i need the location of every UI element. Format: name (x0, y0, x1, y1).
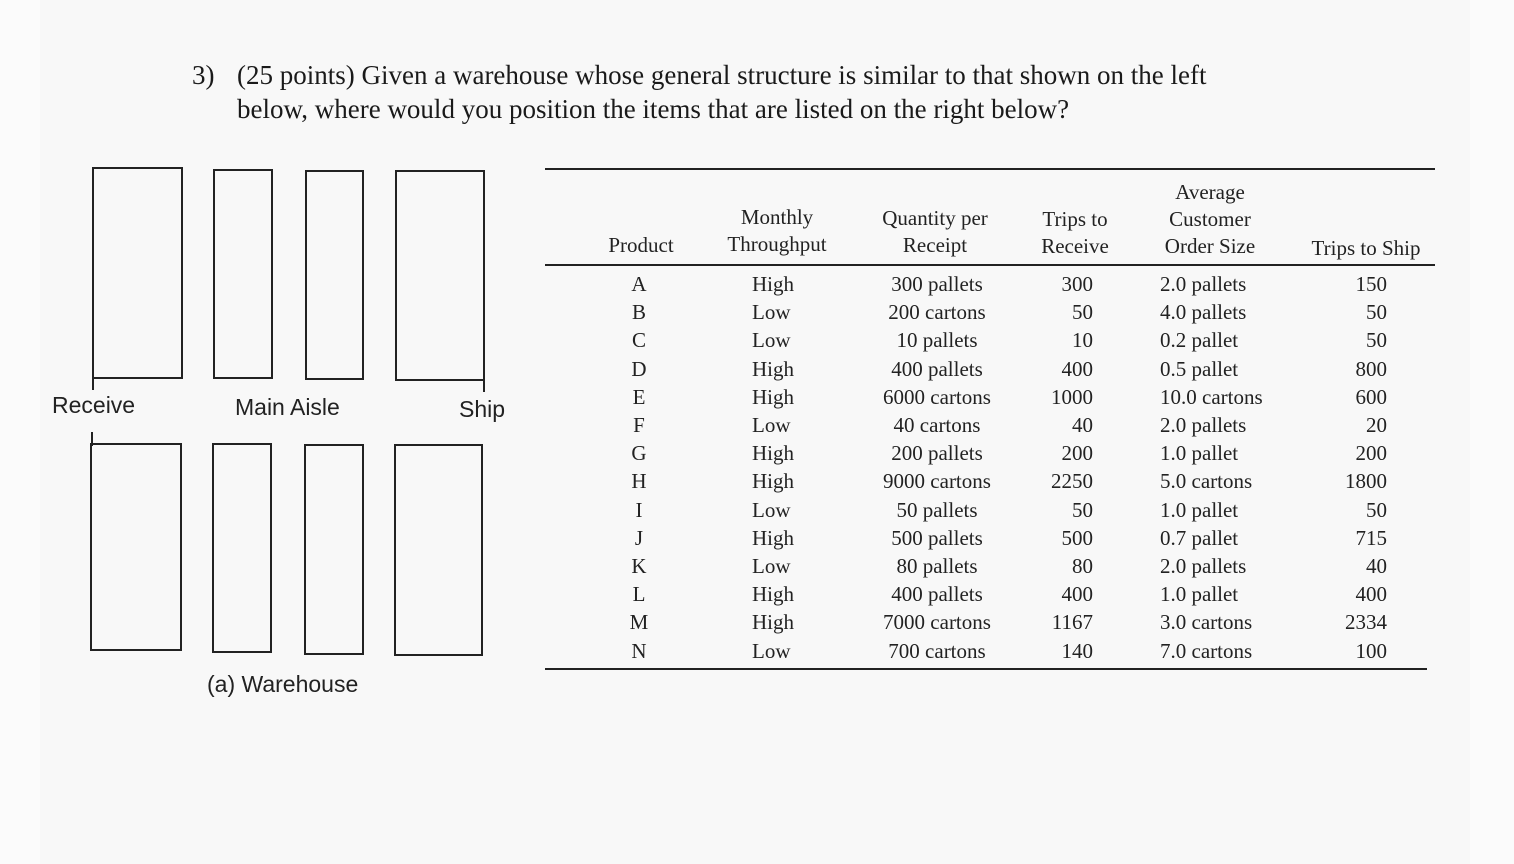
cell-recv: 1167 (1051, 610, 1093, 635)
cell-product: F (633, 413, 645, 437)
cell-recv: 1000 (1051, 384, 1093, 409)
cell-ship: 800 (1355, 356, 1387, 381)
diagram-caption: (a) Warehouse (207, 671, 359, 697)
cell-throughput: High (752, 469, 794, 494)
header-quantity-per-receipt: Quantity per Receipt (882, 206, 988, 257)
rack-bottom-3 (304, 444, 364, 655)
cell-throughput: Low (752, 328, 791, 353)
cell-recv: 200 (1061, 441, 1093, 466)
cell-order: 0.7 pallet (1160, 525, 1239, 550)
question-line-1: (25 points) Given a warehouse whose general structure is similar to that shown on the left (237, 60, 1207, 90)
cell-qty: 9000 cartons (883, 469, 991, 494)
cell-order: 1.0 pallet (1160, 441, 1239, 466)
cell-throughput: Low (752, 554, 791, 578)
rack-bottom-4 (394, 444, 483, 656)
cell-order: 2.0 pallets (1160, 554, 1247, 578)
question-number: 3) (192, 60, 215, 90)
cell-product: K (631, 554, 647, 578)
cell-throughput: High (752, 356, 794, 381)
cell-order: 1.0 pallet (1160, 582, 1239, 607)
cell-ship: 20 (1366, 413, 1387, 437)
cell-product: C (631, 328, 646, 353)
cell-throughput: High (752, 384, 794, 409)
header-trips-to-receive: Trips to Receive (1041, 207, 1109, 258)
ship-door-mark (483, 378, 485, 392)
rack-bottom-2 (212, 443, 272, 653)
cell-recv: 400 (1061, 356, 1093, 381)
cell-recv: 50 (1072, 300, 1093, 325)
cell-qty: 400 pallets (891, 582, 983, 607)
cell-throughput: Low (752, 497, 791, 522)
cell-throughput: High (752, 582, 794, 607)
cell-recv: 140 (1061, 638, 1093, 663)
ship-label: Ship (459, 396, 506, 422)
receive-label: Receive (52, 392, 136, 418)
receive-door-mark-lower (91, 432, 93, 446)
cell-product: G (631, 441, 647, 466)
cell-recv: 500 (1061, 525, 1093, 550)
cell-throughput: High (752, 525, 794, 550)
cell-ship: 50 (1366, 328, 1387, 353)
cell-ship: 50 (1366, 497, 1387, 522)
cell-order: 2.0 pallets (1160, 272, 1247, 296)
cell-product: B (631, 300, 646, 325)
header-product: Product (608, 233, 674, 257)
cell-ship: 600 (1355, 384, 1387, 409)
cell-throughput: Low (752, 413, 791, 437)
cell-qty: 7000 cartons (883, 610, 991, 635)
cell-product: N (631, 638, 647, 663)
cell-ship: 200 (1355, 441, 1387, 466)
cell-product: L (632, 582, 646, 607)
cell-product: I (635, 497, 643, 522)
cell-qty: 40 cartons (893, 413, 981, 437)
header-average-order-size: Average Customer Order Size (1164, 180, 1256, 258)
question-line-2: below, where would you position the items that are listed on the right below? (237, 94, 1070, 124)
cell-throughput: High (752, 610, 794, 635)
header-trips-to-ship: Trips to Ship (1311, 236, 1421, 260)
cell-recv: 400 (1061, 582, 1093, 607)
receive-door-mark (92, 376, 94, 390)
cell-recv: 300 (1061, 272, 1093, 296)
cell-product: D (631, 356, 647, 381)
cell-recv: 50 (1072, 497, 1093, 522)
question-text (237, 58, 1287, 126)
rack-top-4 (395, 170, 485, 381)
rack-top-3 (305, 170, 364, 380)
cell-order: 7.0 cartons (1160, 638, 1253, 663)
cell-order: 0.2 pallet (1160, 328, 1239, 353)
cell-order: 0.5 pallet (1160, 356, 1239, 381)
cell-throughput: Low (752, 638, 791, 663)
cell-qty: 6000 cartons (883, 384, 991, 409)
cell-qty: 500 pallets (891, 525, 983, 550)
cell-throughput: High (752, 441, 794, 466)
cell-order: 3.0 cartons (1160, 610, 1253, 635)
cell-ship: 100 (1355, 638, 1387, 663)
cell-qty: 300 pallets (891, 272, 983, 296)
cell-order: 2.0 pallets (1160, 413, 1247, 437)
table-top-rule (545, 168, 1435, 170)
cell-qty: 80 pallets (896, 554, 978, 578)
cell-order: 1.0 pallet (1160, 497, 1239, 522)
cell-recv: 10 (1072, 328, 1093, 353)
cell-ship: 40 (1366, 554, 1387, 578)
cell-recv: 80 (1072, 554, 1093, 578)
cell-product: J (634, 525, 644, 550)
cell-ship: 715 (1355, 525, 1387, 550)
cell-product: M (629, 610, 649, 635)
main-aisle-label: Main Aisle (235, 394, 340, 420)
cell-product: H (631, 469, 647, 494)
cell-order: 10.0 cartons (1160, 384, 1263, 409)
rack-bottom-1 (90, 443, 182, 651)
cell-ship: 50 (1366, 300, 1387, 325)
cell-order: 5.0 cartons (1160, 469, 1253, 494)
cell-product: A (631, 272, 647, 296)
cell-recv: 2250 (1051, 469, 1093, 494)
table-header-rule (545, 264, 1435, 266)
cell-qty: 200 pallets (891, 441, 983, 466)
cell-throughput: High (752, 272, 794, 296)
cell-ship: 150 (1355, 272, 1387, 296)
header-monthly-throughput: Monthly Throughput (727, 205, 827, 256)
cell-recv: 40 (1072, 413, 1093, 437)
table-bottom-rule (545, 668, 1427, 670)
cell-ship: 2334 (1345, 610, 1387, 635)
rack-top-1 (92, 167, 183, 379)
cell-qty: 10 pallets (896, 328, 978, 353)
cell-qty: 700 cartons (888, 638, 986, 663)
cell-product: E (632, 384, 646, 409)
cell-throughput: Low (752, 300, 791, 325)
cell-qty: 200 cartons (888, 300, 986, 325)
cell-qty: 400 pallets (891, 356, 983, 381)
cell-ship: 1800 (1345, 469, 1387, 494)
cell-qty: 50 pallets (896, 497, 978, 522)
rack-top-2 (213, 169, 273, 379)
cell-ship: 400 (1355, 582, 1387, 607)
cell-order: 4.0 pallets (1160, 300, 1247, 325)
